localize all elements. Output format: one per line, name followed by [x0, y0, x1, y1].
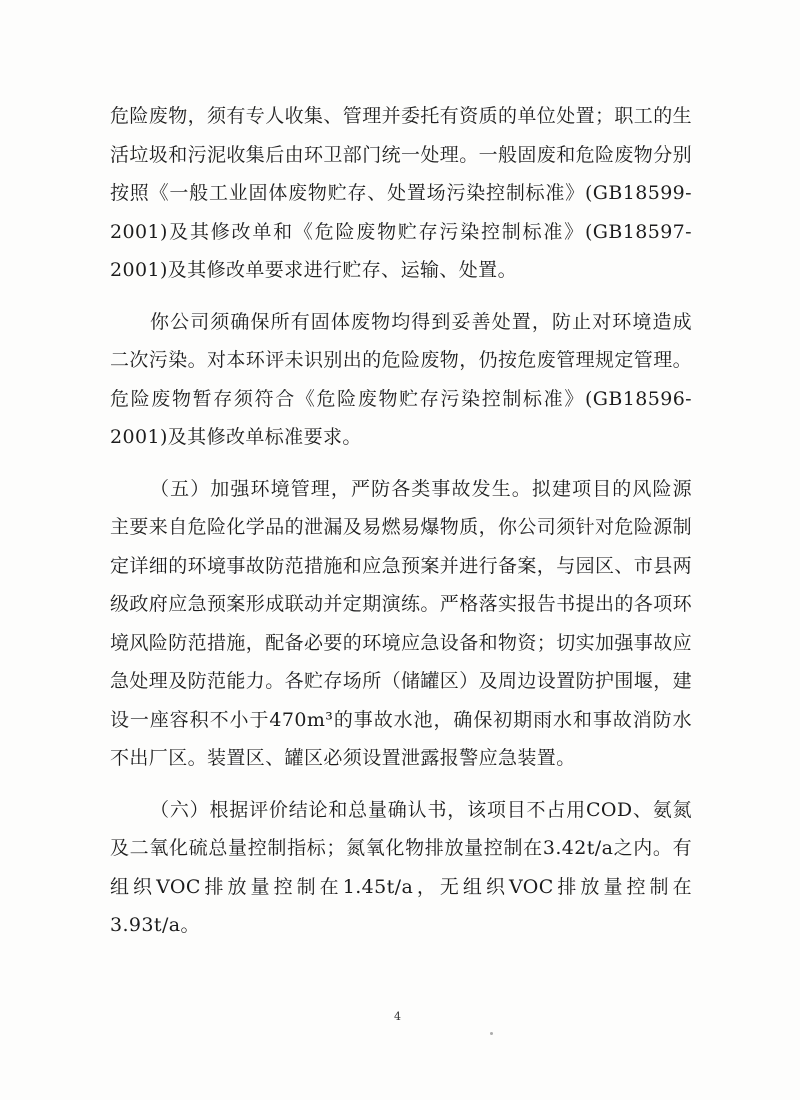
page-number: 4 — [394, 1010, 401, 1023]
paragraph-environmental-management: （五）加强环境管理，严防各类事故发生。拟建项目的风险源主要来自危险化学品的泄漏及易燃易爆物质，你公司须针对危险源制定详细的环境事故防范措施和应急预案并进行备案，与园区、市县两级政府应急预案形成联动并定期演练。严格落实报告书提出的各项环境风险防范措施，配备必要的环境应急设备和物资；切实加强事故应急处理及防范能力。各贮存场所（储罐区）及周边设置防护围堰，建设一座容积不小于470m³的事故水池，确保初期雨水和事故消防水不出厂区。装置区、罐区必须设置泄露报警应急装置。 — [110, 477, 693, 769]
document-body — [110, 97, 692, 945]
scan-speck — [490, 1032, 493, 1035]
paragraph-solid-waste-disposal: 你公司须确保所有固体废物均得到妥善处置，防止对环境造成二次污染。对本环评未识别出的危险废物，仍按危废管理规定管理。危险废物暂存须符合《危险废物贮存污染控制标准》(GB18596-2001)及其修改单标准要求。 — [110, 310, 693, 448]
paragraph-hazardous-waste: 危险废物，须有专人收集、管理并委托有资质的单位处置；职工的生活垃圾和污泥收集后由环卫部门统一处理。一般固废和危险废物分别按照《一般工业固体废物贮存、处置场污染控制标准》(GB18599-2001)及其修改单和《危险废物贮存污染控制标准》(GB18597-2001)及其修改单要求进行贮存、运输、处置。 — [110, 105, 693, 281]
paragraph-total-emission-control: （六）根据评价结论和总量确认书，该项目不占用COD、氨氮及二氧化硫总量控制指标；氮氧化物排放量控制在3.42t/a之内。有组织VOC排放量控制在1.45t/a，无组织VOC排放量控制在3.93t/a。 — [110, 798, 692, 936]
